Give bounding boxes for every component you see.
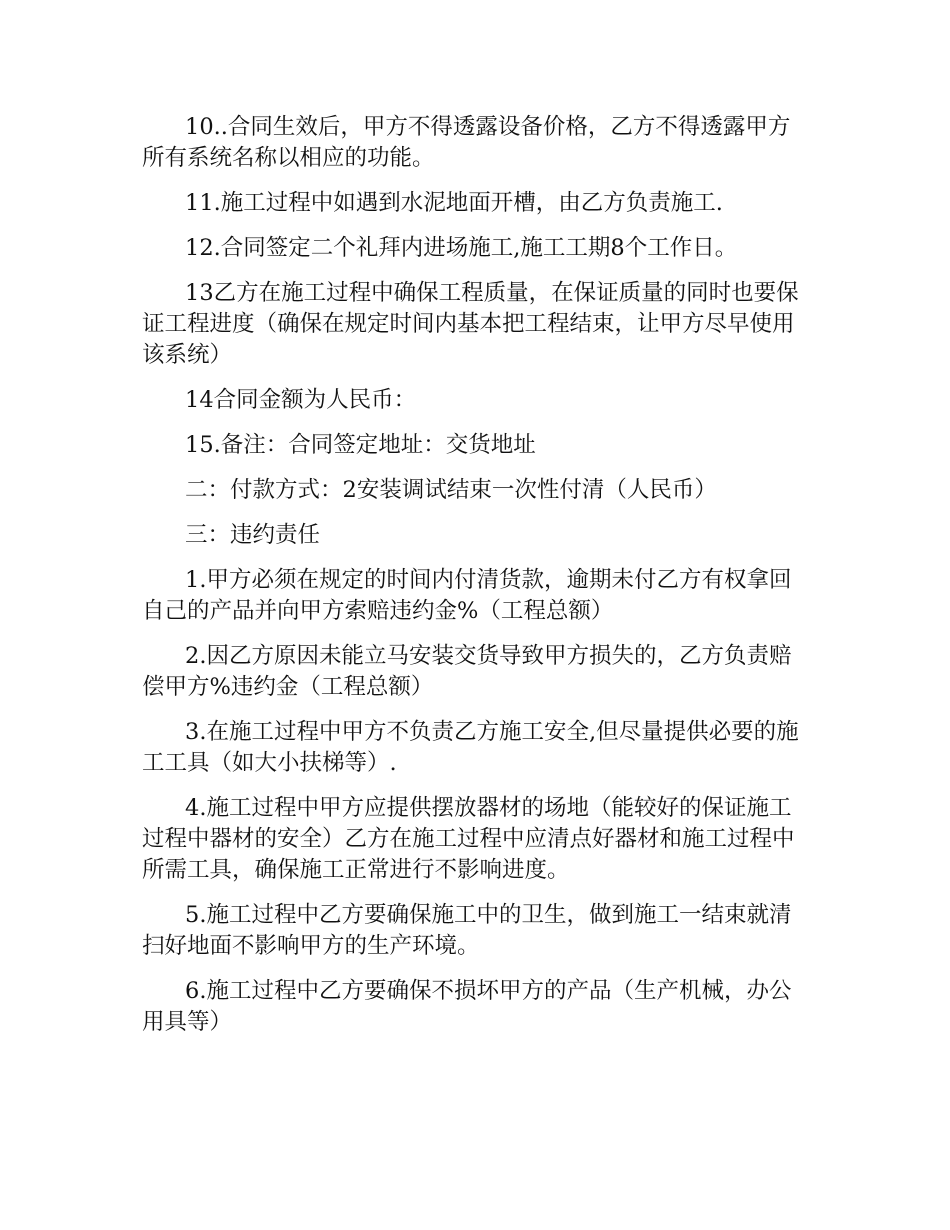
clause-12: 12.合同签定二个礼拜内进场施工,施工工期8个工作日。 [185,235,738,261]
clause-11: 11.施工过程中如遇到水泥地面开槽，由乙方负责施工. [185,190,723,216]
clause-13: 13乙方在施工过程中确保工程质量，在保证质量的同时也要保证工程进度（确保在规定时间内基本把工程结束，让甲方尽早使用该系统） [142,280,799,368]
liability-clause-2: 2.因乙方原因未能立马安装交货导致甲方损失的，乙方负责赔偿甲方%违约金（工程总额） [142,643,792,700]
liability-clause-3: 3.在施工过程中甲方不负责乙方施工安全,但尽量提供必要的施工工具（如大小扶梯等）. [142,719,799,776]
section-liability-heading: 三：违约责任 [185,522,321,548]
document-body [142,112,810,1052]
section-payment: 二：付款方式：2安装调试结束一次性付清（人民币） [185,477,717,503]
clause-14: 14合同金额为人民币： [185,387,417,413]
liability-clause-4: 4.施工过程中甲方应提供摆放器材的场地（能较好的保证施工过程中器材的安全）乙方在施工过程中应清点好器材和施工过程中所需工具，确保施工正常进行不影响进度。 [142,795,795,883]
clause-15: 15.备注：合同签定地址：交货地址 [185,432,536,458]
liability-clause-6: 6.施工过程中乙方要确保不损坏甲方的产品（生产机械，办公用具等） [142,978,792,1035]
liability-clause-1: 1.甲方必须在规定的时间内付清货款，逾期未付乙方有权拿回自己的产品并向甲方索赔违约金%（工程总额） [142,567,792,624]
liability-clause-5: 5.施工过程中乙方要确保施工中的卫生，做到施工一结束就清扫好地面不影响甲方的生产环境。 [142,902,792,959]
clause-10: 10..合同生效后，甲方不得透露设备价格，乙方不得透露甲方所有系统名称以相应的功能。 [142,114,791,171]
